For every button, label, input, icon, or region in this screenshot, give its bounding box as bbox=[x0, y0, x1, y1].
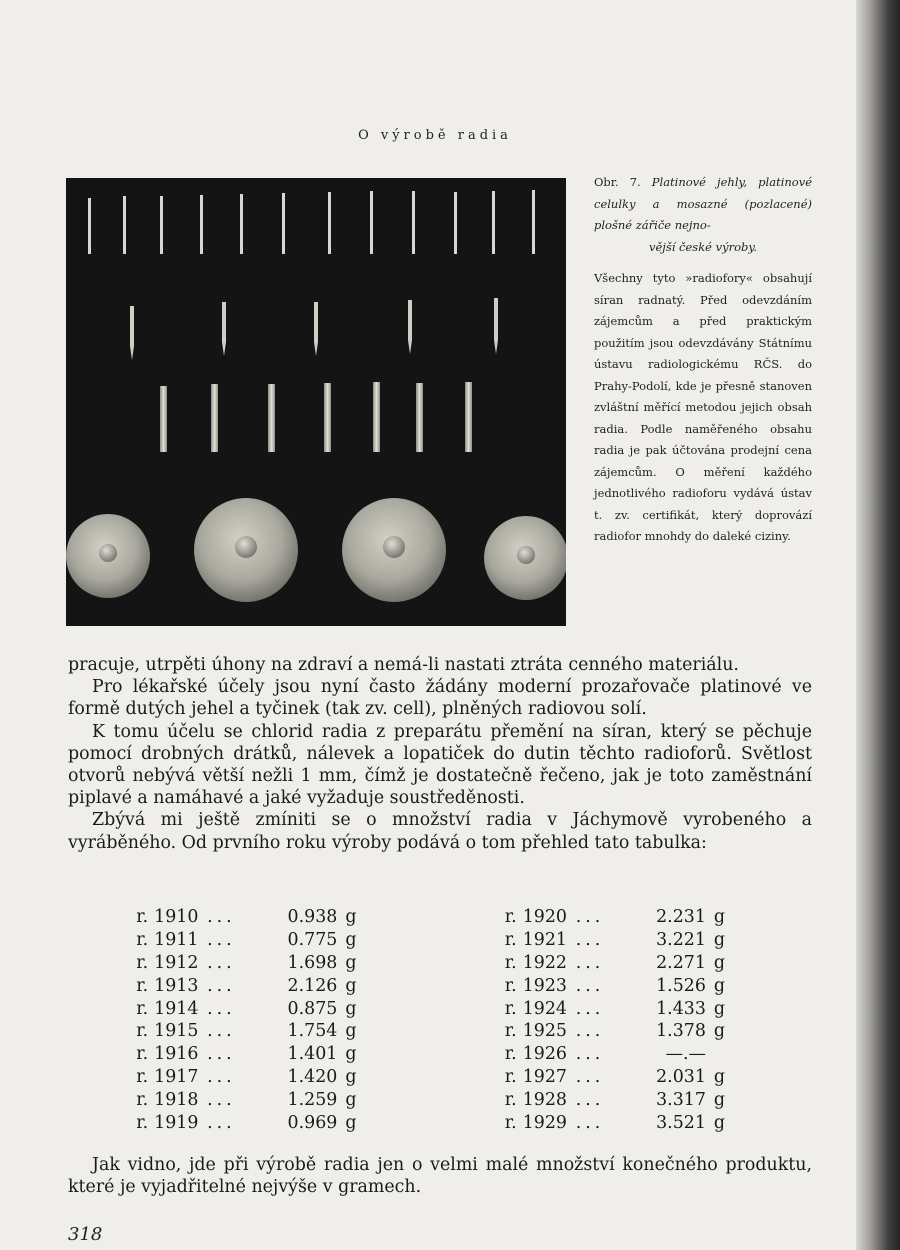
unit: g bbox=[345, 907, 357, 928]
figure-caption bbox=[594, 172, 812, 548]
year: 1911 bbox=[154, 930, 199, 951]
year: 1921 bbox=[522, 930, 567, 951]
year-prefix: r. bbox=[136, 975, 149, 996]
year: 1925 bbox=[522, 1021, 567, 1042]
leader-dots: ... bbox=[575, 952, 605, 973]
unit: g bbox=[713, 975, 726, 996]
unit: g bbox=[713, 907, 726, 928]
year-prefix: r. bbox=[504, 1021, 517, 1042]
production-table bbox=[110, 906, 770, 1134]
year: 1910 bbox=[154, 907, 199, 928]
amount: 2.031 bbox=[656, 1066, 706, 1087]
column-gap bbox=[401, 1088, 478, 1111]
amount: 1.433 bbox=[656, 998, 706, 1019]
amount: 1.698 bbox=[287, 952, 338, 973]
column-gap bbox=[401, 906, 478, 929]
year-prefix: r. bbox=[504, 975, 517, 996]
unit: g bbox=[345, 1089, 357, 1110]
unit: g bbox=[713, 930, 726, 951]
amount: 3.221 bbox=[656, 930, 706, 951]
column-gap bbox=[401, 1043, 478, 1066]
table-row bbox=[110, 1020, 770, 1043]
year-prefix: r. bbox=[504, 907, 517, 928]
leader-dots: ... bbox=[207, 1089, 236, 1110]
amount: 0.875 bbox=[287, 998, 338, 1019]
leader-dots: ... bbox=[575, 930, 605, 951]
year-prefix: r. bbox=[504, 998, 517, 1019]
year: 1924 bbox=[522, 998, 567, 1019]
table-row bbox=[110, 1088, 770, 1111]
year: 1926 bbox=[522, 1044, 567, 1065]
leader-dots: ... bbox=[207, 907, 236, 928]
table-row bbox=[110, 906, 770, 929]
leader-dots: ... bbox=[575, 975, 605, 996]
amount: 1.401 bbox=[287, 1044, 338, 1065]
unit: g bbox=[713, 1066, 726, 1087]
unit: g bbox=[713, 952, 726, 973]
caption-title bbox=[594, 172, 812, 258]
year-prefix: r. bbox=[136, 907, 149, 928]
amount: 2.231 bbox=[656, 907, 706, 928]
paragraph-quantity: Zbývá mi ještě zmíniti se o množství radia v Jáchymově vyrobeného a vyráběného. Od prvního roku výroby podává o tom přehled tato tabulka: bbox=[68, 810, 812, 853]
year-prefix: r. bbox=[136, 1044, 149, 1065]
year: 1915 bbox=[154, 1021, 199, 1042]
unit: g bbox=[713, 1021, 726, 1042]
amount: 0.969 bbox=[287, 1112, 338, 1133]
caption-figure-number: Obr. 7. bbox=[594, 175, 641, 189]
body-text bbox=[68, 654, 812, 854]
year: 1916 bbox=[154, 1044, 199, 1065]
table-row bbox=[110, 1043, 770, 1066]
table-row bbox=[110, 997, 770, 1020]
leader-dots: ... bbox=[207, 1066, 236, 1087]
paragraph-filling: K tomu účelu se chlorid radia z preparátu přemění na síran, který se pěchuje pomocí drobných drátků, nálevek a lopatiček do dutin těchto radioforů. Světlost otvorů nebývá větší nežli 1 mm, čímž je dostatečně řečeno, jak je toto zaměstnání piplavé a namáhavé a jaké vyžaduje soustředěnosti. bbox=[68, 721, 812, 809]
unit: g bbox=[345, 930, 357, 951]
amount: 0.938 bbox=[287, 907, 338, 928]
unit: g bbox=[345, 998, 357, 1019]
year: 1913 bbox=[154, 975, 199, 996]
amount: 1.420 bbox=[287, 1066, 338, 1087]
year: 1914 bbox=[154, 998, 199, 1019]
amount: 3.521 bbox=[656, 1112, 706, 1133]
year-prefix: r. bbox=[504, 952, 517, 973]
year-prefix: r. bbox=[136, 952, 149, 973]
running-head: O výrobě radia bbox=[358, 128, 512, 143]
year-prefix: r. bbox=[504, 1044, 517, 1065]
unit: g bbox=[345, 1112, 357, 1133]
leader-dots: ... bbox=[575, 1021, 605, 1042]
amount: 1.378 bbox=[656, 1021, 706, 1042]
unit: g bbox=[345, 1021, 357, 1042]
paragraph-continuation: pracuje, utrpěti úhony na zdraví a nemá-li nastati ztráta cenného materiálu. bbox=[68, 655, 739, 675]
amount: 1.754 bbox=[287, 1021, 338, 1042]
year-prefix: r. bbox=[136, 998, 149, 1019]
leader-dots: ... bbox=[207, 1021, 236, 1042]
year-prefix: r. bbox=[136, 1112, 149, 1133]
unit: g bbox=[713, 1089, 726, 1110]
column-gap bbox=[401, 1111, 478, 1134]
unit: g bbox=[345, 1066, 357, 1087]
table-row bbox=[110, 952, 770, 975]
leader-dots: ... bbox=[575, 907, 605, 928]
page-number: 318 bbox=[68, 1224, 103, 1245]
unit: g bbox=[345, 1044, 357, 1065]
year-prefix: r. bbox=[504, 1112, 517, 1133]
year: 1928 bbox=[522, 1089, 567, 1110]
table-row bbox=[110, 974, 770, 997]
column-gap bbox=[401, 1066, 478, 1089]
caption-title-text: Platinové jehly, platinové celulky a mosazné (pozlacené) plošné zářiče nejno- bbox=[594, 175, 813, 232]
column-gap bbox=[401, 929, 478, 952]
closing-text bbox=[68, 1154, 812, 1198]
unit: g bbox=[345, 975, 357, 996]
unit: g bbox=[713, 998, 726, 1019]
leader-dots: ... bbox=[575, 1044, 605, 1065]
year: 1919 bbox=[154, 1112, 199, 1133]
year-prefix: r. bbox=[136, 1021, 149, 1042]
year: 1918 bbox=[154, 1089, 199, 1110]
unit bbox=[706, 1043, 770, 1066]
unit: g bbox=[345, 952, 357, 973]
leader-dots: ... bbox=[207, 1112, 236, 1133]
leader-dots: ... bbox=[575, 1089, 605, 1110]
year-prefix: r. bbox=[504, 1066, 517, 1087]
leader-dots: ... bbox=[207, 952, 236, 973]
year: 1927 bbox=[522, 1066, 567, 1087]
leader-dots: ... bbox=[207, 998, 236, 1019]
amount: 1.526 bbox=[656, 975, 706, 996]
year: 1912 bbox=[154, 952, 199, 973]
column-gap bbox=[401, 974, 478, 997]
leader-dots: ... bbox=[207, 1044, 236, 1065]
caption-title-end: vější české výroby. bbox=[648, 239, 758, 254]
leader-dots: ... bbox=[575, 1066, 605, 1087]
column-gap bbox=[401, 952, 478, 975]
year-prefix: r. bbox=[504, 930, 517, 951]
leader-dots: ... bbox=[575, 998, 605, 1019]
leader-dots: ... bbox=[575, 1112, 605, 1133]
table-row bbox=[110, 1066, 770, 1089]
year-prefix: r. bbox=[136, 930, 149, 951]
leader-dots: ... bbox=[207, 975, 236, 996]
caption-body: Všechny tyto »radiofory« obsahují síran radnatý. Před odevzdáním zájemcům a před praktickým použitím jsou odevzdávány Státnímu ústavu radiologickému RČS. do Prahy-Podolí, kde je přesně stanoven zvláštní měřící metodou jejich obsah radia. Podle naměřeného obsahu radia je pak účtována prodejní cena zájemcům. O měření každého jednotlivého radioforu vydává ústav t. zv. certifikát, který doprovází radiofor mnohdy do daleké ciziny. bbox=[594, 271, 812, 543]
column-gap bbox=[401, 997, 478, 1020]
year-prefix: r. bbox=[504, 1089, 517, 1110]
year: 1923 bbox=[522, 975, 567, 996]
paragraph-medical-use: Pro lékařské účely jsou nyní často žádány moderní prozařovače platinové ve formě dutých jehel a tyčinek (tak zv. cell), plněných radiovou solí. bbox=[68, 677, 812, 720]
leader-dots: ... bbox=[207, 930, 236, 951]
page-binding-shadow bbox=[856, 0, 900, 1250]
amount: 2.126 bbox=[287, 975, 338, 996]
year-prefix: r. bbox=[136, 1066, 149, 1087]
amount: 1.259 bbox=[287, 1089, 338, 1110]
column-gap bbox=[401, 1020, 478, 1043]
year: 1922 bbox=[522, 952, 567, 973]
table-row bbox=[110, 1111, 770, 1134]
year-prefix: r. bbox=[136, 1089, 149, 1110]
amount: 0.775 bbox=[287, 930, 338, 951]
year: 1920 bbox=[522, 907, 567, 928]
paragraph-closing: Jak vidno, jde při výrobě radia jen o velmi malé množství konečného produktu, které je vyjadřitelné nejvýše v gramech. bbox=[68, 1155, 812, 1198]
year: 1929 bbox=[522, 1112, 567, 1133]
year: 1917 bbox=[154, 1066, 199, 1087]
table-row bbox=[110, 929, 770, 952]
unit: g bbox=[713, 1112, 726, 1133]
figure-photo-radiophores bbox=[66, 178, 566, 626]
amount: —.— bbox=[665, 1044, 706, 1065]
amount: 3.317 bbox=[656, 1089, 706, 1110]
amount: 2.271 bbox=[656, 952, 706, 973]
